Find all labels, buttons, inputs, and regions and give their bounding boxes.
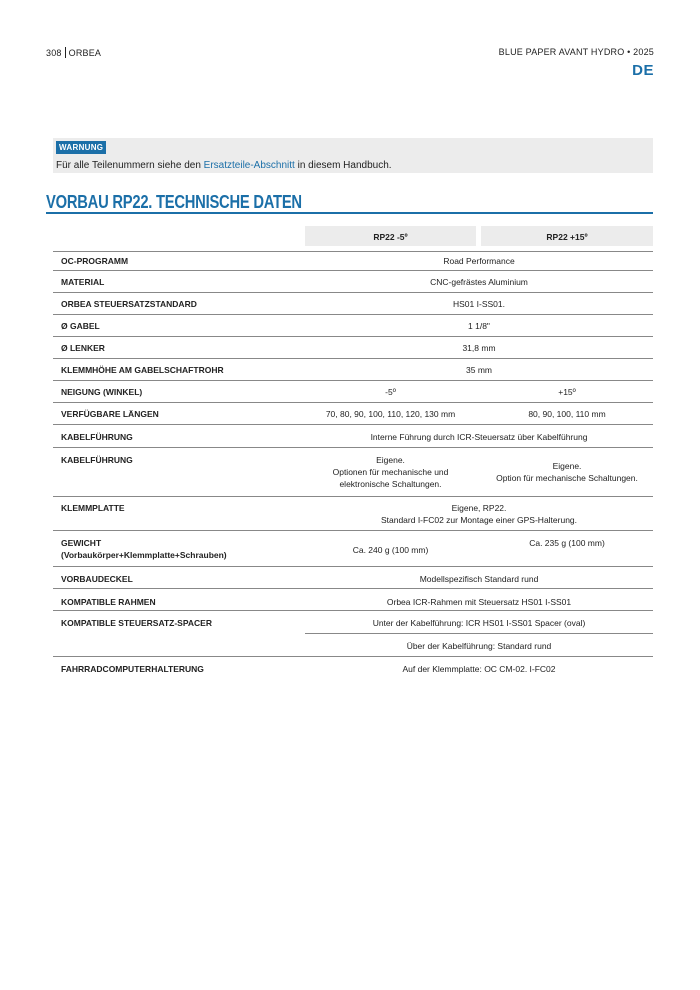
row-value-rp22-plus15: Eigene. Option für mechanische Schaltungen.: [496, 461, 638, 483]
row-value-rp22-plus15: 80, 90, 100, 110 mm: [528, 409, 606, 419]
row-label: KLEMMHÖHE AM GABELSCHAFTROHR: [61, 365, 224, 375]
table-row: [53, 292, 653, 314]
row-value: 1 1/8": [468, 321, 490, 331]
table-row: [53, 656, 653, 682]
table-row: [53, 496, 653, 530]
document-title: BLUE PAPER AVANT HYDRO • 2025: [498, 47, 654, 57]
row-value-rp22-minus5: -5º: [385, 387, 396, 397]
column-header-rp22-plus15: RP22 +15º: [481, 226, 653, 246]
row-label: KLEMMPLATTE: [61, 503, 125, 513]
row-value: Interne Führung durch ICR-Steuersatz über Kabelführung: [370, 432, 588, 442]
row-label: Ø GABEL: [61, 321, 100, 331]
table-row: [53, 588, 653, 610]
row-value-rp22-minus5: Ca. 240 g (100 mm): [352, 545, 429, 555]
warning-badge: WARNUNG: [56, 141, 106, 154]
row-label: VERFÜGBARE LÄNGEN: [61, 409, 159, 419]
warning-box: [53, 138, 653, 173]
row-label: VORBAUDECKEL: [61, 574, 133, 584]
table-row: [53, 380, 653, 402]
row-value: Eigene, RP22. Standard I-FC02 zur Montage einer GPS-Halterung.: [380, 503, 578, 525]
header-divider: [65, 47, 66, 58]
row-value: Unter der Kabelführung: ICR HS01 I-SS01 Spacer (oval): [372, 618, 586, 628]
row-value: 31,8 mm: [462, 343, 496, 353]
page-header-left: [46, 47, 101, 58]
table-row: [53, 402, 653, 424]
row-value-secondary: Über der Kabelführung: Standard rund: [406, 641, 552, 651]
row-label: NEIGUNG (WINKEL): [61, 387, 143, 397]
brand-name: ORBEA: [68, 48, 102, 58]
sub-row-divider: [305, 633, 653, 634]
row-label: KOMPATIBLE STEUERSATZ-SPACER: [61, 618, 212, 628]
language-code: DE: [632, 62, 654, 79]
warning-text: Für alle Teilenummern siehe den Ersatzteile-Abschnitt in diesem Handbuch.: [56, 160, 392, 171]
row-value-rp22-minus5: 70, 80, 90, 100, 110, 120, 130 mm: [325, 409, 456, 419]
row-label: MATERIAL: [61, 277, 105, 287]
row-value-rp22-minus5: Eigene. Optionen für mechanische und elektronische Schaltungen.: [332, 455, 449, 489]
row-label: FAHRRADCOMPUTERHALTERUNG: [61, 664, 204, 674]
row-label: KOMPATIBLE RAHMEN: [61, 597, 156, 607]
table-row: [53, 314, 653, 336]
row-value: 35 mm: [466, 365, 492, 375]
table-row: [53, 270, 653, 292]
row-value-rp22-plus15: +15º: [558, 387, 576, 397]
row-value: HS01 I-SS01.: [453, 299, 505, 309]
table-row: [53, 358, 653, 380]
row-value: CNC-gefrästes Aluminium: [430, 277, 528, 287]
row-label: GEWICHT (Vorbaukörper+Klemmplatte+Schrauben): [61, 538, 227, 560]
row-label: KABELFÜHRUNG: [61, 455, 133, 465]
table-row: [53, 251, 653, 270]
row-label: KABELFÜHRUNG: [61, 432, 133, 442]
table-row: [53, 566, 653, 588]
column-header-rp22-minus5: RP22 -5º: [305, 226, 476, 246]
row-label: ORBEA STEUERSATZSTANDARD: [61, 299, 197, 309]
row-label: OC-PROGRAMM: [61, 256, 129, 266]
spare-parts-link[interactable]: Ersatzteile-Abschnitt: [203, 160, 295, 171]
row-label: Ø LENKER: [61, 343, 105, 353]
table-row: [53, 447, 653, 496]
section-title: VORBAU RP22. TECHNISCHE DATEN: [46, 192, 302, 212]
row-value: Modellspezifisch Standard rund: [419, 574, 539, 584]
row-value-rp22-plus15: Ca. 235 g (100 mm): [529, 538, 605, 548]
title-underline: [46, 212, 653, 214]
table-row: [53, 336, 653, 358]
row-value: Auf der Klemmplatte: OC CM-02. I-FC02: [402, 664, 556, 674]
row-value: Road Performance: [443, 256, 515, 266]
page-number: 308: [46, 48, 62, 58]
table-row: [53, 424, 653, 447]
row-value: Orbea ICR-Rahmen mit Steuersatz HS01 I-SS01: [386, 597, 572, 607]
table-row: [53, 530, 653, 566]
